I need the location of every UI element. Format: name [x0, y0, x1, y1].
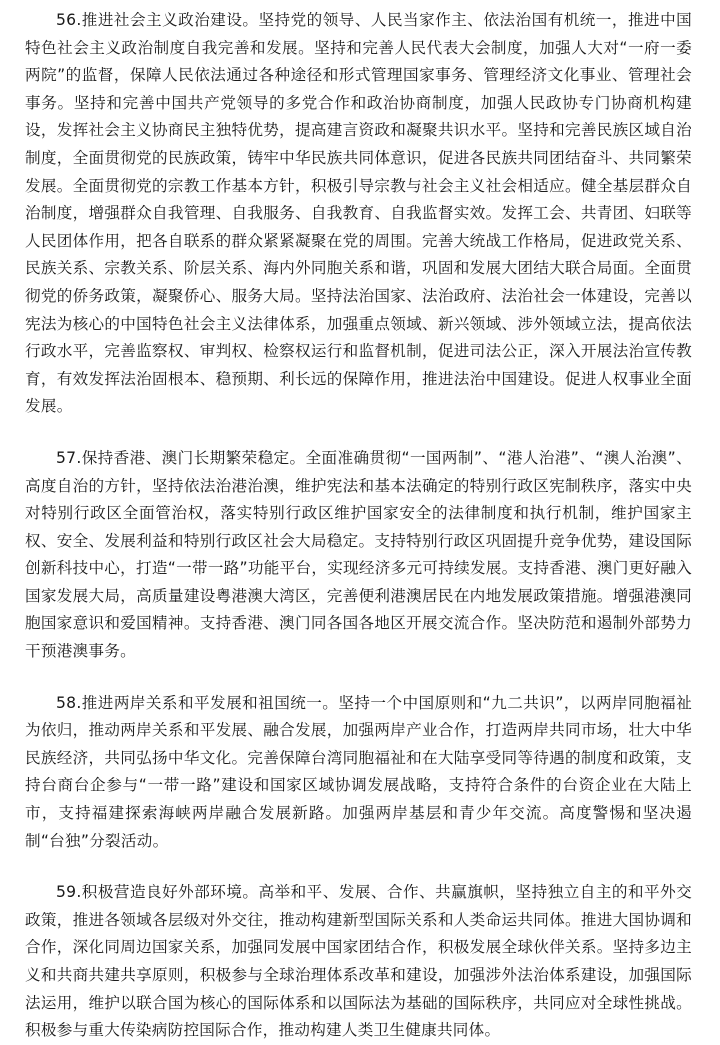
paragraph-56-political-construction: 56.推进社会主义政治建设。坚持党的领导、人民当家作主、依法治国有机统一，推进中国特色社会主义政治制度自我完善和发展。坚持和完善人民代表大会制度，加强人大对“一府一委两院”的监督，保障人民依法通过各种途径和形式管理国家事务、管理经济文化事业、管理社会事务。坚持和完善中国共产党领导的多党合作和政治协商制度，加强人民政协专门协商机构建设，发挥社会主义协商民主独特优势，提高建言资政和凝聚共识水平。坚持和完善民族区域自治制度，全面贯彻党的民族政策，铸牢中华民族共同体意识，促进各民族共同团结奋斗、共同繁荣发展。全面贯彻党的宗教工作基本方针，积极引导宗教与社会主义社会相适应。健全基层群众自治制度，增强群众自我管理、自我服务、自我教育、自我监督实效。发挥工会、共青团、妇联等人民团体作用，把各自联系的群众紧紧凝聚在党的周围。完善大统战工作格局，促进政党关系、民族关系、宗教关系、阶层关系、海内外同胞关系和谐，巩固和发展大团结大联合局面。全面贯彻党的侨务政策，凝聚侨心、服务大局。坚持法治国家、法治政府、法治社会一体建设，完善以宪法为核心的中国特色社会主义法律体系，加强重点领域、新兴领域、涉外领域立法，提高依法行政水平，完善监察权、审判权、检察权运行和监督机制，促进司法公正，深入开展法治宣传教育，有效发挥法治固根本、稳预期、利长远的保障作用，推进法治中国建设。促进人权事业全面发展。 — [25, 11, 692, 416]
paragraph-59-external-environment: 59.积极营造良好外部环境。高举和平、发展、合作、共赢旗帜，坚持独立自主的和平外交政策，推进各领域各层级对外交往，推动构建新型国际关系和人类命运共同体。推进大国协调和合作，深化同周边国家关系，加强同发展中国家团结合作，积极发展全球伙伴关系。坚持多边主义和共商共建共享原则，积极参与全球治理体系改革和建设，加强涉外法治体系建设，加强国际法运用，维护以联合国为核心的国际体系和以国际法为基础的国际秩序，共同应对全球性挑战。积极参与重大传染病防控国际合作，推动构建人类卫生健康共同体。 — [25, 883, 692, 1040]
paragraph-57-hong-kong-macao: 57.保持香港、澳门长期繁荣稳定。全面准确贯彻“一国两制”、“港人治港”、“澳人治澳”、高度自治的方针，坚持依法治港治澳，维护宪法和基本法确定的特别行政区宪制秩序，落实中央对特别行政区全面管治权，落实特别行政区维护国家安全的法律制度和执行机制，维护国家主权、安全、发展利益和特别行政区社会大局稳定。支持特别行政区巩固提升竞争优势，建设国际创新科技中心，打造“一带一路”功能平台，实现经济多元可持续发展。支持香港、澳门更好融入国家发展大局，高质量建设粤港澳大湾区，完善便利港澳居民在内地发展政策措施。增强港澳同胞国家意识和爱国精神。支持香港、澳门同各国各地区开展交流合作。坚决防范和遏制外部势力干预港澳事务。 — [25, 448, 692, 661]
paragraph-58-cross-strait-relations: 58.推进两岸关系和平发展和祖国统一。坚持一个中国原则和“九二共识”，以两岸同胞福祉为依归，推动两岸关系和平发展、融合发展，加强两岸产业合作，打造两岸共同市场，壮大中华民族经济，共同弘扬中华文化。完善保障台湾同胞福祉和在大陆享受同等待遇的制度和政策，支持台商台企参与“一带一路”建设和国家区域协调发展战略，支持符合条件的台资企业在大陆上市，支持福建探索海峡两岸融合发展新路。加强两岸基层和青少年交流。高度警惕和坚决遏制“台独”分裂活动。 — [25, 693, 692, 850]
